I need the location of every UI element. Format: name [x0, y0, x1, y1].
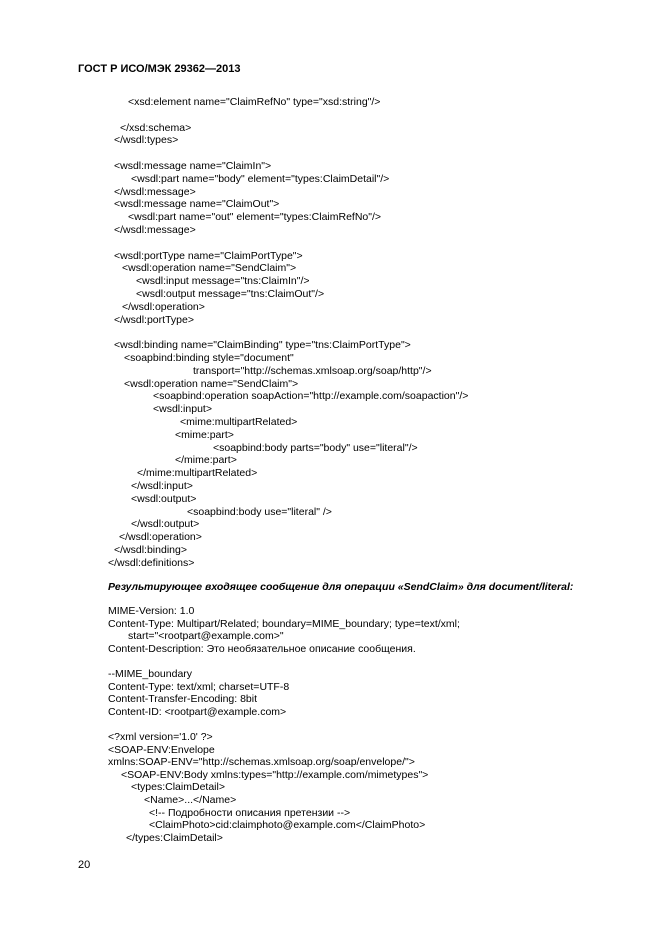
code-line: Content-Description: Это необязательное описание сообщения. — [108, 642, 416, 655]
code-line: </wsdl:operation> — [119, 531, 202, 544]
code-line: </mime:multipartRelated> — [137, 467, 258, 480]
code-line: </wsdl:definitions> — [108, 556, 195, 569]
code-line: MIME-Version: 1.0 — [108, 605, 195, 617]
code-line: <wsdl:output message="tns:ClaimOut"/> — [136, 288, 325, 300]
code-line: </wsdl:message> — [114, 185, 196, 198]
code-line: </wsdl:operation> — [122, 300, 205, 313]
code-line: </types:ClaimDetail> — [126, 831, 223, 844]
page-header-standard-id: ГОСТ Р ИСО/МЭК 29362—2013 — [78, 63, 241, 75]
code-line: </wsdl:message> — [114, 224, 196, 236]
code-line: <soapbind:operation soapAction="http://example.com/soapaction"/> — [153, 390, 469, 403]
code-line: <wsdl:operation name="SendClaim"> — [122, 262, 297, 275]
code-line: <soapbind:body use="literal" /> — [187, 505, 332, 518]
code-line: </wsdl:input> — [131, 480, 193, 492]
code-line: <mime:multipartRelated> — [180, 416, 298, 428]
code-line: <wsdl:binding name="ClaimBinding" type="tns:ClaimPortType"> — [114, 339, 411, 352]
code-line: Content-ID: <rootpart@example.com> — [108, 705, 287, 718]
code-line: <?xml version='1.0' ?> — [108, 731, 213, 743]
code-line: start="<rootpart@example.com>" — [128, 630, 284, 643]
code-line: <wsdl:input message="tns:ClaimIn"/> — [136, 275, 310, 288]
code-line: <types:ClaimDetail> — [131, 781, 225, 794]
code-line: <wsdl:portType name="ClaimPortType"> — [114, 249, 303, 262]
code-line: Content-Type: Multipart/Related; boundary=MIME_boundary; type=text/xml; — [108, 617, 460, 630]
code-line: <SOAP-ENV:Body xmlns:types="http://example.com/mimetypes"> — [121, 768, 429, 781]
code-line: <SOAP-ENV:Envelope — [108, 743, 215, 756]
code-line: </wsdl:types> — [114, 134, 179, 147]
code-line: </wsdl:portType> — [114, 313, 194, 326]
code-line: </wsdl:binding> — [114, 544, 187, 556]
code-line: <wsdl:part name="body" element="types:ClaimDetail"/> — [131, 172, 390, 185]
code-line: --MIME_boundary — [108, 668, 193, 680]
code-line: </xsd:schema> — [120, 121, 192, 134]
code-line: <mime:part> — [175, 428, 234, 441]
code-line: <wsdl:part name="out" element="types:ClaimRefNo"/> — [128, 211, 382, 224]
page-number: 20 — [78, 859, 91, 871]
code-line: <Name>...</Name> — [144, 794, 237, 806]
code-line: </wsdl:output> — [131, 518, 200, 531]
code-line: Content-Type: text/xml; charset=UTF-8 — [108, 680, 290, 693]
code-line: <soapbind:binding style="document" — [124, 352, 294, 364]
code-line: Content-Transfer-Encoding: 8bit — [108, 693, 258, 706]
code-line: <soapbind:body parts="body" use="literal"/> — [213, 441, 418, 454]
code-line: <!-- Подробности описания претензии --> — [149, 806, 351, 819]
code-line: <wsdl:input> — [153, 403, 212, 416]
code-line: <wsdl:output> — [131, 492, 197, 505]
code-line: xmlns:SOAP-ENV="http://schemas.xmlsoap.org/soap/envelope/"> — [108, 756, 415, 769]
code-line: <wsdl:operation name="SendClaim"> — [124, 377, 299, 390]
code-line: </mime:part> — [175, 454, 237, 467]
section-title: Результирующее входящее сообщение для операции «SendClaim» для document/literal: — [108, 581, 574, 593]
code-line: <xsd:element name="ClaimRefNo" type="xsd:string"/> — [128, 96, 381, 108]
code-line: <wsdl:message name="ClaimIn"> — [114, 160, 272, 172]
code-line: <wsdl:message name="ClaimOut"> — [114, 198, 280, 211]
code-line: <ClaimPhoto>cid:claimphoto@example.com</ClaimPhoto> — [149, 819, 426, 832]
code-line: transport="http://schemas.xmlsoap.org/soap/http"/> — [193, 364, 432, 377]
